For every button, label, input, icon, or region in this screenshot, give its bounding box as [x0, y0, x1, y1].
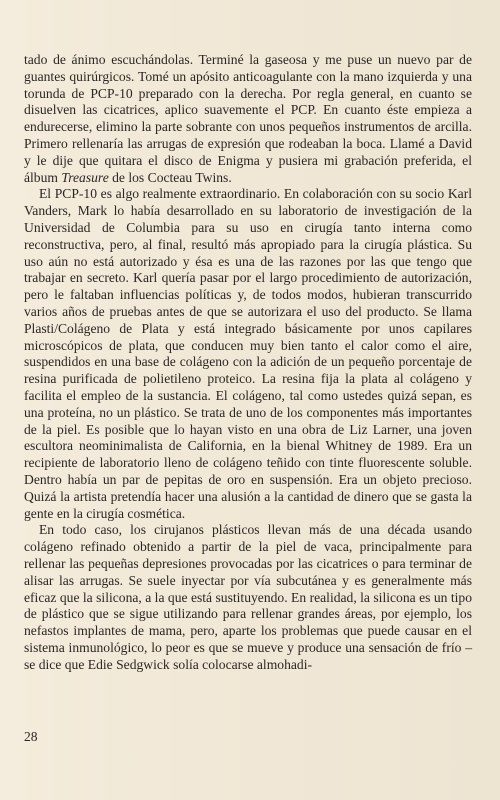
page-number: 28	[24, 729, 38, 744]
text-run: El PCP-10 es algo realmente extraordinario. En colaboración con su socio Karl Vanders, Mark lo había desarrollado en su laboratorio de investigación de la Universidad de Columbia para su uso en cirugía tanto interna como reconstructiva, pero, al final, resultó más apropiado para la cirugía plástica. Su uso aún no está autorizado y ésa es una de las razones por las que tengo que trabajar en secreto. Karl quería pasar por el largo procedimiento de autorización, pero le faltaban influencias políticas y, de todos modos, hubieran transcurrido varios años de pruebas antes de que se autorizara el uso del producto. Se llama Plasti/Colágeno de Plata y está integrado básicamente por unos capilares microscópicos de plata, que conducen muy bien tanto el calor como el aire, suspendidos en una base de colágeno con la adición de un pequeño porcentaje de resina purificada de polietileno proteico. La resina fija la plata al colágeno y facilita el empleo de la sustancia. El colágeno, tal como ustedes quizá sepan, es una proteína, no un plástico. Se trata de uno de los componentes más importantes de la piel. Es posible que lo hayan visto en una obra de Liz Larner, una joven escultora neominimalista de California, en la bienal Whitney de 1989. Era un recipiente de laboratorio lleno de colágeno teñido con tinte fluorescente soluble. Dentro había un par de pepitas de oro en suspensión. Era un objeto precioso. Quizá la artista pretendía hacer una alusión a la cantidad de dinero que se gasta la gente en la cirugía cosmética.	[24, 186, 472, 521]
body-text	[24, 52, 472, 673]
text-run: En todo caso, los cirujanos plásticos llevan más de una década usando colágeno refinado obtenido a partir de la piel de vaca, principalmente para rellenar las pequeñas depresiones provocadas por las cicatrices o para terminar de alisar las arrugas. Se suele inyectar por vía subcutánea y es generalmente más eficaz que la silicona, a la que está sustituyendo. En realidad, la silicona es un tipo de plástico que se sigue utilizando para rellenar grandes áreas, por ejemplo, los nefastos implantes de mama, pero, aparte los problemas que puede causar en el sistema inmunológico, lo peor es que se mueve y produce una sensación de frío –se dice que Edie Sedgwick solía colocarse almohadi-	[24, 522, 472, 672]
paragraph	[24, 52, 472, 186]
paragraph	[24, 522, 472, 673]
italic-title: Treasure	[61, 169, 109, 185]
text-run: tado de ánimo escuchándolas. Terminé la gaseosa y me puse un nuevo par de guantes quirúrgicos. Tomé un apósito anticoagulante con la mano izquierda y una torunda de PCP-10 preparado con la derecha. Por regla general, en cuanto se disuelven las cicatrices, aplico suavemente el PCP. En cuanto éste empieza a endurecerse, elimino la parte sobrante con unos pequeños instrumentos de arcilla. Primero rellenaría las arrugas de expresión que rodeaban la boca. Llamé a David y le dije que quitara el disco de Enigma y pusiera mi grabación preferida, el álbum	[24, 52, 472, 185]
text-run: de los Cocteau Twins.	[108, 169, 232, 185]
paragraph	[24, 186, 472, 522]
